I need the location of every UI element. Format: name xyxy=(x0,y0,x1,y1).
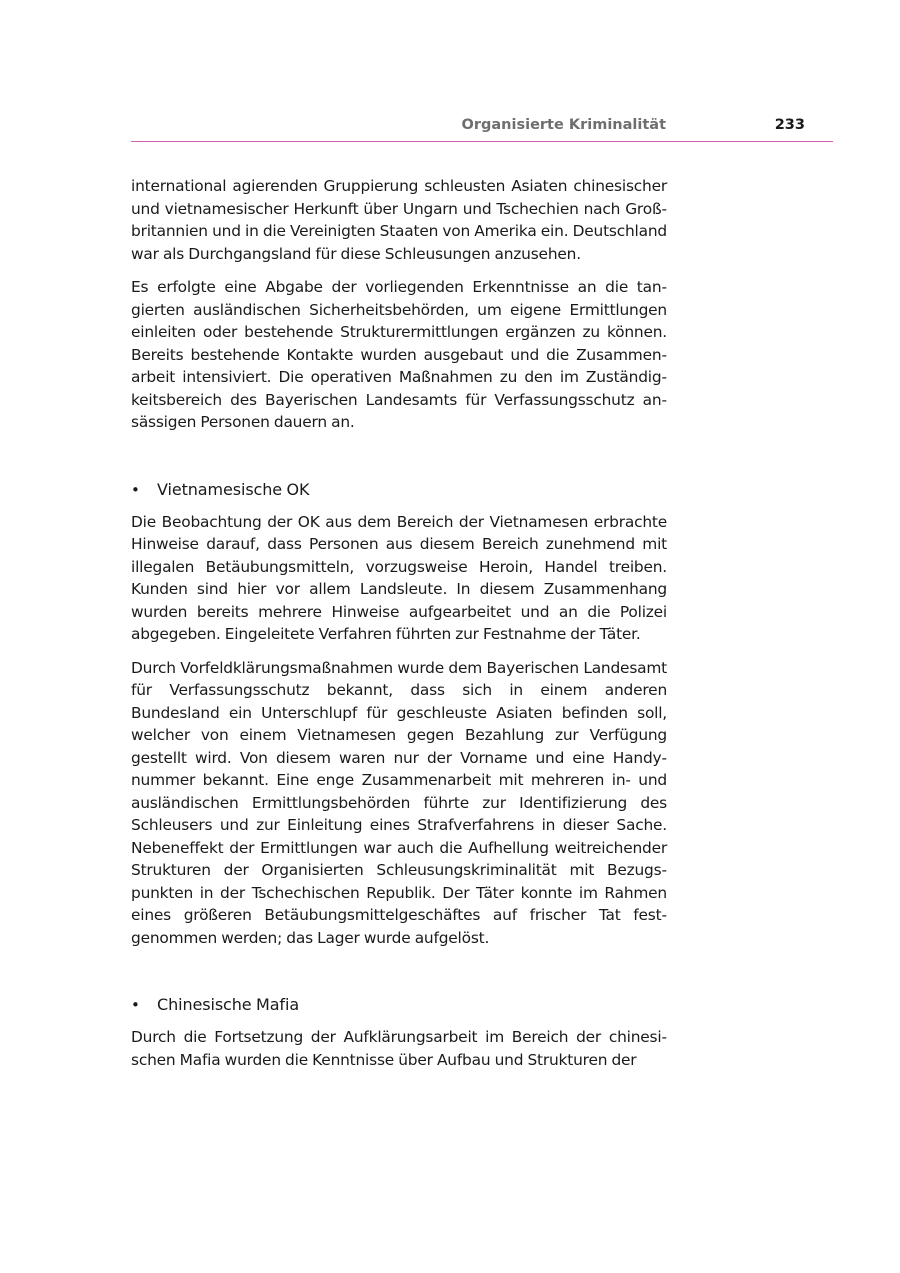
paragraph-4: Durch Vorfeldklärungsmaßnahmen wurde dem Bayerischen Landesamt für Verfassungsschutz bekannt, dass sich in einem anderen Bundesland ein Unterschlupf für geschleuste Asiaten befinden soll, welcher von einem Vietnamesen gegen Bezahlung zur Verfügung gestellt wird. Von diesem waren nur der Vorname und eine Handynummer bekannt. Eine enge Zusammenarbeit mit mehreren in- und ausländischen Ermittlungsbehörden führte zur Identifizierung des Schleusers und zur Einleitung eines Strafverfahrens in dieser Sache. Nebeneffekt der Ermittlungen war auch die Aufhellung weitreichender Strukturen der Organisierten Schleusungskriminalität mit Bezugspunkten in der Tschechischen Republik. Der Täter konnte im Rahmen eines größeren Betäubungsmittelgeschäftes auf frischer Tat festgenommen werden; das Lager wurde aufgelöst. xyxy=(131,658,667,947)
running-header-title: Organisierte Kriminalität xyxy=(461,117,666,133)
paragraph-3: Die Beobachtung der OK aus dem Bereich der Vietnamesen erbrachte Hinweise darauf, dass Personen aus diesem Bereich zunehmend mit illegalen Betäubungsmitteln, vorzugsweise Heroin, Handel treiben. Kunden sind hier vor allem Landsleute. In diesem Zusammenhang wurden bereits mehrere Hinweise aufgearbeitet und an die Polizei abgegeben. Eingeleitete Verfahren führten zur Festnahme der Täter. xyxy=(131,512,667,643)
page-number: 233 xyxy=(774,117,805,133)
header-rule xyxy=(131,141,833,142)
section-heading-vietnamese-ok xyxy=(131,478,667,502)
paragraph-1: international agierenden Gruppierung schleusten Asiaten chinesischer und vietnamesischer Herkunft über Ungarn und Tschechien nach Großbritannien und in die Vereinigten Staaten von Amerika ein. Deutschland war als Durchgangsland für diese Schleusungen anzusehen. xyxy=(131,177,667,263)
bullet-icon: • xyxy=(131,480,140,499)
bullet-icon: • xyxy=(131,996,140,1014)
section-heading-label: Chinesische Mafia xyxy=(157,995,300,1014)
paragraph-5: Durch die Fortsetzung der Aufklärungsarbeit im Bereich der chinesischen Mafia wurden die Kenntnisse über Aufbau und Strukturen der xyxy=(131,1028,667,1069)
section-heading-chinese-mafia xyxy=(131,993,667,1017)
paragraph-2: Es erfolgte eine Abgabe der vorliegenden Erkenntnisse an die tangierten ausländischen Sicherheitsbehörden, um eigene Ermittlungen einleiten oder bestehende Strukturermittlungen ergänzen zu können. Bereits bestehende Kontakte wurden ausgebaut und die Zusammenarbeit intensiviert. Die operativen Maßnahmen zu den im Zuständigkeitsbereich des Bayerischen Landesamts für Verfassungsschutz ansässigen Personen dauern an. xyxy=(131,278,667,431)
section-heading-label: Vietnamesische OK xyxy=(157,479,310,499)
page-body xyxy=(131,175,667,1071)
